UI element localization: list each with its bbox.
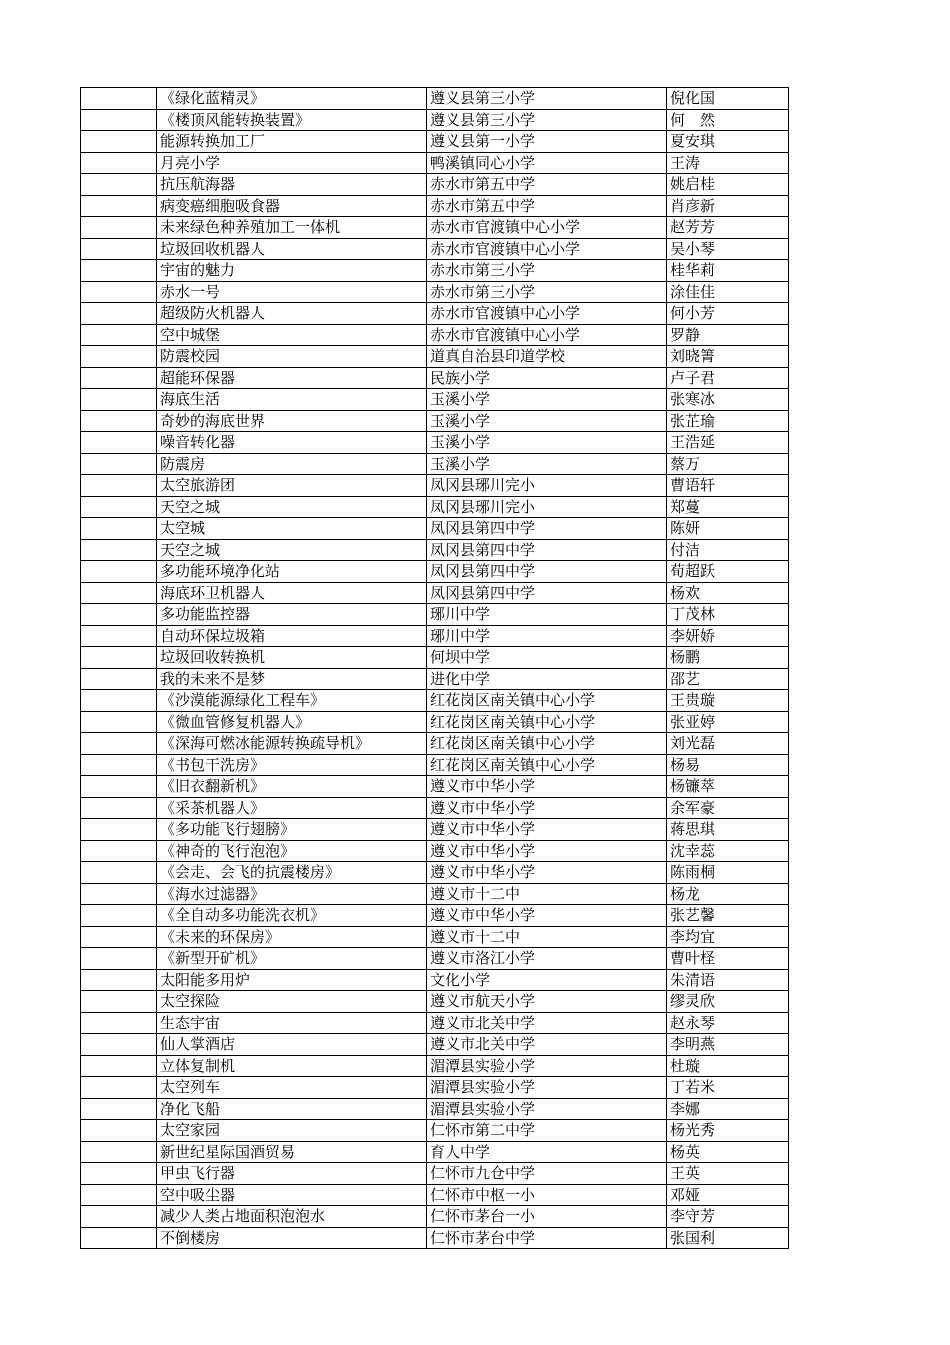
table-row: [81, 1141, 789, 1163]
school-cell: 湄潭县实验小学: [427, 1077, 667, 1099]
school-cell: 遵义市北关中学: [427, 1034, 667, 1056]
table-row: [81, 260, 789, 282]
row-number-cell: [81, 1227, 157, 1249]
table-row: [81, 776, 789, 798]
school-cell: 凤冈县第四中学: [427, 561, 667, 583]
row-number-cell: [81, 905, 157, 927]
entry-title-cell: 《会走、会飞的抗震楼房》: [157, 862, 427, 884]
table-row: [81, 604, 789, 626]
table-row: [81, 152, 789, 174]
entry-title-cell: 《采茶机器人》: [157, 797, 427, 819]
school-cell: 何坝中学: [427, 647, 667, 669]
school-cell: 凤冈县第四中学: [427, 539, 667, 561]
school-cell: 仁怀市九仓中学: [427, 1163, 667, 1185]
entry-title-cell: 海底环卫机器人: [157, 582, 427, 604]
student-name-cell: 张寒冰: [667, 389, 789, 411]
school-cell: 玉溪小学: [427, 453, 667, 475]
school-cell: 赤水市官渡镇中心小学: [427, 238, 667, 260]
student-name-cell: 陈雨桐: [667, 862, 789, 884]
table-row: [81, 948, 789, 970]
school-cell: 湄潭县实验小学: [427, 1055, 667, 1077]
entry-title-cell: 《新型开矿机》: [157, 948, 427, 970]
entry-title-cell: 新世纪星际国酒贸易: [157, 1141, 427, 1163]
table-row: [81, 539, 789, 561]
table-row: [81, 926, 789, 948]
school-cell: 赤水市第三小学: [427, 260, 667, 282]
table-row: [81, 862, 789, 884]
school-cell: 遵义市中华小学: [427, 862, 667, 884]
entry-title-cell: 抗压航海器: [157, 174, 427, 196]
row-number-cell: [81, 346, 157, 368]
school-cell: 民族小学: [427, 367, 667, 389]
school-cell: 遵义县第三小学: [427, 109, 667, 131]
student-name-cell: 杨鹏: [667, 647, 789, 669]
student-name-cell: 荀超跃: [667, 561, 789, 583]
student-name-cell: 杨龙: [667, 883, 789, 905]
table-row: [81, 1227, 789, 1249]
student-name-cell: 吴小琴: [667, 238, 789, 260]
entry-title-cell: 净化飞船: [157, 1098, 427, 1120]
school-cell: 红花岗区南关镇中心小学: [427, 690, 667, 712]
student-name-cell: 丁若米: [667, 1077, 789, 1099]
row-number-cell: [81, 668, 157, 690]
entry-title-cell: 《书包干洗房》: [157, 754, 427, 776]
row-number-cell: [81, 711, 157, 733]
student-name-cell: 涂佳佳: [667, 281, 789, 303]
row-number-cell: [81, 109, 157, 131]
school-cell: 遵义市航天小学: [427, 991, 667, 1013]
student-name-cell: 夏安琪: [667, 131, 789, 153]
row-number-cell: [81, 539, 157, 561]
entry-title-cell: 太空旅游团: [157, 475, 427, 497]
row-number-cell: [81, 281, 157, 303]
student-name-cell: 沈幸蕊: [667, 840, 789, 862]
row-number-cell: [81, 840, 157, 862]
school-cell: 育人中学: [427, 1141, 667, 1163]
row-number-cell: [81, 88, 157, 110]
row-number-cell: [81, 238, 157, 260]
table-row: [81, 668, 789, 690]
table-row: [81, 754, 789, 776]
entry-title-cell: 多功能监控器: [157, 604, 427, 626]
entry-title-cell: 垃圾回收转换机: [157, 647, 427, 669]
entry-title-cell: 太空探险: [157, 991, 427, 1013]
school-cell: 琊川中学: [427, 625, 667, 647]
school-cell: 赤水市官渡镇中心小学: [427, 324, 667, 346]
row-number-cell: [81, 1120, 157, 1142]
row-number-cell: [81, 131, 157, 153]
student-name-cell: 杨镰萃: [667, 776, 789, 798]
entry-title-cell: 太空城: [157, 518, 427, 540]
table-row: [81, 733, 789, 755]
student-name-cell: 李守芳: [667, 1206, 789, 1228]
entry-title-cell: 《沙漠能源绿化工程车》: [157, 690, 427, 712]
row-number-cell: [81, 1184, 157, 1206]
school-cell: 琊川中学: [427, 604, 667, 626]
row-number-cell: [81, 174, 157, 196]
table-row: [81, 281, 789, 303]
entry-title-cell: 生态宇宙: [157, 1012, 427, 1034]
table-row: [81, 410, 789, 432]
row-number-cell: [81, 518, 157, 540]
school-cell: 赤水市第五中学: [427, 174, 667, 196]
table-row: [81, 690, 789, 712]
student-name-cell: 王贵璇: [667, 690, 789, 712]
row-number-cell: [81, 776, 157, 798]
entry-title-cell: 《神奇的飞行泡泡》: [157, 840, 427, 862]
table-row: [81, 88, 789, 110]
school-cell: 红花岗区南关镇中心小学: [427, 733, 667, 755]
student-name-cell: 朱清语: [667, 969, 789, 991]
table-row: [81, 1098, 789, 1120]
school-cell: 仁怀市茅台中学: [427, 1227, 667, 1249]
student-name-cell: 张亚婷: [667, 711, 789, 733]
student-name-cell: 杜璇: [667, 1055, 789, 1077]
table-row: [81, 625, 789, 647]
school-cell: 遵义市中华小学: [427, 776, 667, 798]
student-name-cell: 缪灵欣: [667, 991, 789, 1013]
student-name-cell: 杨欢: [667, 582, 789, 604]
student-name-cell: 张艺馨: [667, 905, 789, 927]
school-cell: 遵义市中华小学: [427, 905, 667, 927]
student-name-cell: 刘光磊: [667, 733, 789, 755]
table-row: [81, 711, 789, 733]
row-number-cell: [81, 367, 157, 389]
row-number-cell: [81, 1077, 157, 1099]
student-name-cell: 赵芳芳: [667, 217, 789, 239]
row-number-cell: [81, 324, 157, 346]
entry-title-cell: 超能环保器: [157, 367, 427, 389]
entry-title-cell: 太阳能多用炉: [157, 969, 427, 991]
student-name-cell: 李妍娇: [667, 625, 789, 647]
entry-title-cell: 甲虫飞行器: [157, 1163, 427, 1185]
student-name-cell: 陈妍: [667, 518, 789, 540]
entry-title-cell: 太空家园: [157, 1120, 427, 1142]
entry-title-cell: 噪音转化器: [157, 432, 427, 454]
entry-title-cell: 天空之城: [157, 539, 427, 561]
entry-title-cell: 立体复制机: [157, 1055, 427, 1077]
table-row: [81, 238, 789, 260]
school-cell: 赤水市官渡镇中心小学: [427, 217, 667, 239]
entry-title-cell: 多功能环境净化站: [157, 561, 427, 583]
student-name-cell: 杨光秀: [667, 1120, 789, 1142]
student-name-cell: 丁茂林: [667, 604, 789, 626]
row-number-cell: [81, 625, 157, 647]
school-cell: 仁怀市茅台一小: [427, 1206, 667, 1228]
row-number-cell: [81, 260, 157, 282]
school-cell: 红花岗区南关镇中心小学: [427, 711, 667, 733]
entry-title-cell: 病变癌细胞吸食器: [157, 195, 427, 217]
entry-title-cell: 海底生活: [157, 389, 427, 411]
row-number-cell: [81, 647, 157, 669]
school-cell: 遵义县第三小学: [427, 88, 667, 110]
school-cell: 遵义市十二中: [427, 883, 667, 905]
entry-title-cell: 《海水过滤器》: [157, 883, 427, 905]
row-number-cell: [81, 582, 157, 604]
row-number-cell: [81, 1206, 157, 1228]
student-name-cell: 李娜: [667, 1098, 789, 1120]
student-name-cell: 余军豪: [667, 797, 789, 819]
student-name-cell: 肖彦新: [667, 195, 789, 217]
table-row: [81, 905, 789, 927]
entry-title-cell: 天空之城: [157, 496, 427, 518]
school-cell: 凤冈县琊川完小: [427, 475, 667, 497]
school-cell: 湄潭县实验小学: [427, 1098, 667, 1120]
table-row: [81, 582, 789, 604]
student-name-cell: 李明燕: [667, 1034, 789, 1056]
entry-title-cell: 《旧衣翻新机》: [157, 776, 427, 798]
school-cell: 赤水市官渡镇中心小学: [427, 303, 667, 325]
school-cell: 遵义市中华小学: [427, 819, 667, 841]
table-row: [81, 174, 789, 196]
student-name-cell: 赵永琴: [667, 1012, 789, 1034]
table-row: [81, 109, 789, 131]
entry-title-cell: 自动环保垃圾箱: [157, 625, 427, 647]
table-row: [81, 1184, 789, 1206]
entry-title-cell: 《深海可燃冰能源转换疏导机》: [157, 733, 427, 755]
student-name-cell: 王英: [667, 1163, 789, 1185]
school-cell: 赤水市第五中学: [427, 195, 667, 217]
school-cell: 遵义市洛江小学: [427, 948, 667, 970]
table-row: [81, 475, 789, 497]
school-cell: 赤水市第三小学: [427, 281, 667, 303]
table-row: [81, 883, 789, 905]
row-number-cell: [81, 733, 157, 755]
row-number-cell: [81, 1098, 157, 1120]
row-number-cell: [81, 475, 157, 497]
row-number-cell: [81, 303, 157, 325]
student-name-cell: 李均宜: [667, 926, 789, 948]
row-number-cell: [81, 1012, 157, 1034]
row-number-cell: [81, 862, 157, 884]
school-cell: 遵义县第一小学: [427, 131, 667, 153]
table-row: [81, 346, 789, 368]
student-name-cell: 张芷瑜: [667, 410, 789, 432]
entry-title-cell: 空中吸尘器: [157, 1184, 427, 1206]
row-number-cell: [81, 195, 157, 217]
school-cell: 凤冈县第四中学: [427, 582, 667, 604]
row-number-cell: [81, 754, 157, 776]
row-number-cell: [81, 819, 157, 841]
entry-title-cell: 防震校园: [157, 346, 427, 368]
row-number-cell: [81, 217, 157, 239]
table-row: [81, 1206, 789, 1228]
table-row: [81, 969, 789, 991]
table-row: [81, 453, 789, 475]
student-name-cell: 曹叶柽: [667, 948, 789, 970]
table-row: [81, 131, 789, 153]
student-name-cell: 付洁: [667, 539, 789, 561]
table-row: [81, 389, 789, 411]
school-cell: 遵义市北关中学: [427, 1012, 667, 1034]
row-number-cell: [81, 883, 157, 905]
row-number-cell: [81, 1163, 157, 1185]
entry-title-cell: 仙人掌酒店: [157, 1034, 427, 1056]
student-name-cell: 杨英: [667, 1141, 789, 1163]
row-number-cell: [81, 410, 157, 432]
table-row: [81, 840, 789, 862]
school-cell: 鸭溪镇同心小学: [427, 152, 667, 174]
student-name-cell: 邵艺: [667, 668, 789, 690]
entry-title-cell: 不倒楼房: [157, 1227, 427, 1249]
table-row: [81, 1120, 789, 1142]
table-row: [81, 303, 789, 325]
school-cell: 遵义市中华小学: [427, 840, 667, 862]
table-row: [81, 991, 789, 1013]
entry-title-cell: 我的未来不是梦: [157, 668, 427, 690]
row-number-cell: [81, 496, 157, 518]
entry-title-cell: 垃圾回收机器人: [157, 238, 427, 260]
table-row: [81, 324, 789, 346]
table-row: [81, 195, 789, 217]
student-name-cell: 蔡万: [667, 453, 789, 475]
school-cell: 遵义市十二中: [427, 926, 667, 948]
student-name-cell: 王涛: [667, 152, 789, 174]
student-name-cell: 何小芳: [667, 303, 789, 325]
row-number-cell: [81, 1055, 157, 1077]
school-cell: 进化中学: [427, 668, 667, 690]
row-number-cell: [81, 561, 157, 583]
student-name-cell: 王浩延: [667, 432, 789, 454]
table-row: [81, 647, 789, 669]
row-number-cell: [81, 690, 157, 712]
entries-table: [80, 87, 789, 1249]
entry-title-cell: 超级防火机器人: [157, 303, 427, 325]
student-name-cell: 卢子君: [667, 367, 789, 389]
school-cell: 文化小学: [427, 969, 667, 991]
entry-title-cell: 能源转换加工厂: [157, 131, 427, 153]
entry-title-cell: 空中城堡: [157, 324, 427, 346]
school-cell: 玉溪小学: [427, 389, 667, 411]
student-name-cell: 曹语轩: [667, 475, 789, 497]
row-number-cell: [81, 1034, 157, 1056]
table-row: [81, 1012, 789, 1034]
student-name-cell: 刘晓箐: [667, 346, 789, 368]
entry-title-cell: 奇妙的海底世界: [157, 410, 427, 432]
table-row: [81, 819, 789, 841]
entries-table-body: [81, 88, 789, 1249]
entry-title-cell: 《楼顶风能转换装置》: [157, 109, 427, 131]
school-cell: 道真自治县印道学校: [427, 346, 667, 368]
table-row: [81, 518, 789, 540]
entry-title-cell: 减少人类占地面积泡泡水: [157, 1206, 427, 1228]
entry-title-cell: 未来绿色种养殖加工一体机: [157, 217, 427, 239]
entry-title-cell: 赤水一号: [157, 281, 427, 303]
school-cell: 仁怀市中枢一小: [427, 1184, 667, 1206]
student-name-cell: 郑蔓: [667, 496, 789, 518]
table-row: [81, 797, 789, 819]
row-number-cell: [81, 991, 157, 1013]
student-name-cell: 罗静: [667, 324, 789, 346]
table-row: [81, 367, 789, 389]
table-row: [81, 432, 789, 454]
school-cell: 凤冈县琊川完小: [427, 496, 667, 518]
table-row: [81, 496, 789, 518]
school-cell: 红花岗区南关镇中心小学: [427, 754, 667, 776]
entry-title-cell: 太空列车: [157, 1077, 427, 1099]
row-number-cell: [81, 152, 157, 174]
row-number-cell: [81, 948, 157, 970]
row-number-cell: [81, 432, 157, 454]
table-row: [81, 561, 789, 583]
student-name-cell: 张国利: [667, 1227, 789, 1249]
student-name-cell: 何 然: [667, 109, 789, 131]
row-number-cell: [81, 389, 157, 411]
student-name-cell: 杨易: [667, 754, 789, 776]
entry-title-cell: 月亮小学: [157, 152, 427, 174]
school-cell: 遵义市中华小学: [427, 797, 667, 819]
row-number-cell: [81, 1141, 157, 1163]
student-name-cell: 蒋思琪: [667, 819, 789, 841]
entry-title-cell: 防震房: [157, 453, 427, 475]
entry-title-cell: 《微血管修复机器人》: [157, 711, 427, 733]
row-number-cell: [81, 969, 157, 991]
row-number-cell: [81, 926, 157, 948]
table-row: [81, 1055, 789, 1077]
table-row: [81, 1163, 789, 1185]
row-number-cell: [81, 453, 157, 475]
row-number-cell: [81, 797, 157, 819]
student-name-cell: 邓娅: [667, 1184, 789, 1206]
entry-title-cell: 《未来的环保房》: [157, 926, 427, 948]
student-name-cell: 桂华莉: [667, 260, 789, 282]
table-row: [81, 1077, 789, 1099]
student-name-cell: 姚启桂: [667, 174, 789, 196]
table-row: [81, 1034, 789, 1056]
table-row: [81, 217, 789, 239]
entry-title-cell: 《绿化蓝精灵》: [157, 88, 427, 110]
school-cell: 仁怀市第二中学: [427, 1120, 667, 1142]
entry-title-cell: 宇宙的魅力: [157, 260, 427, 282]
school-cell: 凤冈县第四中学: [427, 518, 667, 540]
entry-title-cell: 《多功能飞行翅膀》: [157, 819, 427, 841]
school-cell: 玉溪小学: [427, 410, 667, 432]
student-name-cell: 倪化国: [667, 88, 789, 110]
school-cell: 玉溪小学: [427, 432, 667, 454]
row-number-cell: [81, 604, 157, 626]
entry-title-cell: 《全自动多功能洗衣机》: [157, 905, 427, 927]
